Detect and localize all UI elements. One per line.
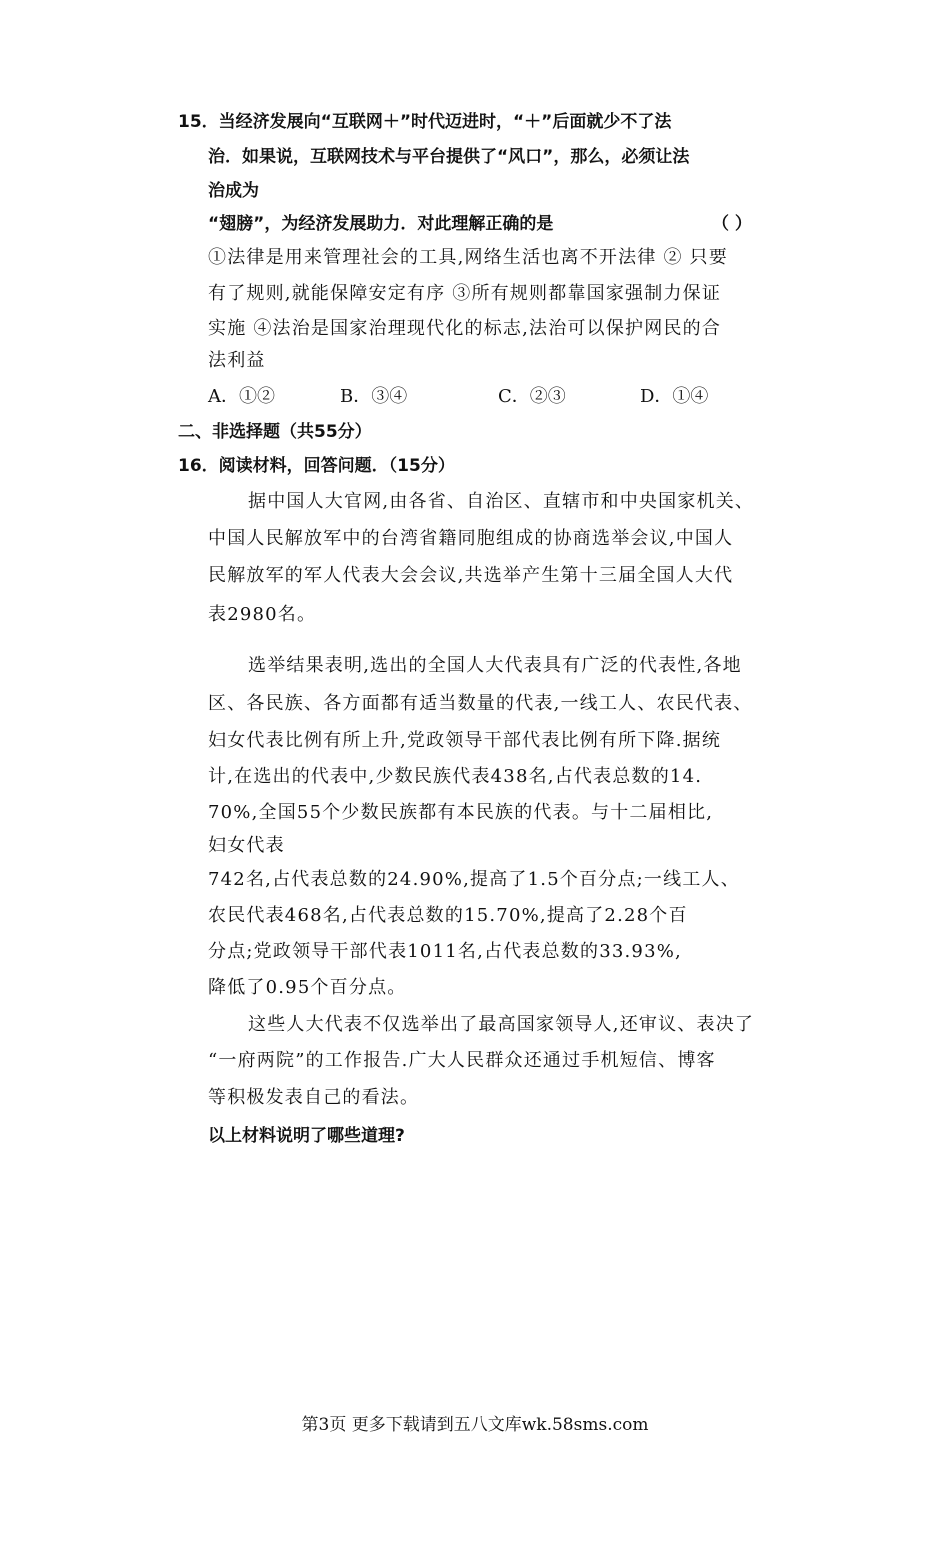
option-c: C．②③	[498, 386, 566, 407]
q16-para2-line-8: 农民代表468名,占代表总数的15.70%,提高了2.28个百	[208, 905, 688, 926]
answer-bracket: （ ）	[712, 214, 752, 234]
q16-para2-line-6: 妇女代表	[208, 835, 285, 856]
q16-para3-line-1: 这些人大代表不仅选举出了最高国家领导人,还审议、表决了	[248, 1014, 755, 1035]
q16-para1-line-4: 表2980名。	[208, 604, 317, 625]
q15-line-7: 实施 ④法治是国家治理现代化的标志,法治可以保护网民的合	[208, 318, 722, 339]
q16-title: 16．阅读材料，回答问题．（15分）	[178, 456, 455, 476]
q16-para1-line-3: 民解放军的军人代表大会会议,共选举产生第十三届全国人大代	[208, 565, 734, 586]
q15-line-2: 治．如果说，互联网技术与平台提供了“风口”，那么，必须让法	[208, 147, 690, 167]
q15-line-1: 15．当经济发展向“互联网＋”时代迈进时，“＋”后面就少不了法	[178, 112, 672, 132]
q16-para2-line-2: 区、各民族、各方面都有适当数量的代表,一线工人、农民代表、	[208, 693, 753, 714]
q16-para3-line-3: 等积极发表自己的看法。	[208, 1087, 420, 1108]
q15-line-8: 法利益	[208, 350, 266, 371]
q16-para2-line-1: 选举结果表明,选出的全国人大代表具有广泛的代表性,各地	[248, 655, 742, 676]
q16-para3-line-2: “一府两院”的工作报告.广大人民群众还通过手机短信、博客	[208, 1050, 716, 1071]
page-footer: 第3页 更多下载请到五八文库wk.58sms.com	[301, 1415, 649, 1435]
option-d: D．①④	[640, 386, 709, 407]
option-a: A．①②	[208, 386, 275, 407]
q15-line-3: 治成为	[208, 181, 259, 201]
q16-para2-line-5: 70%,全国55个少数民族都有本民族的代表。与十二届相比,	[208, 802, 714, 823]
q15-line-6: 有了规则,就能保障安定有序 ③所有规则都靠国家强制力保证	[208, 283, 722, 304]
q16-para2-line-10: 降低了0.95个百分点。	[208, 977, 407, 998]
q16-para2-line-7: 742名,占代表总数的24.90%,提高了1.5个百分点;一线工人、	[208, 869, 740, 890]
q16-para2-line-3: 妇女代表比例有所上升,党政领导干部代表比例有所下降.据统	[208, 730, 722, 751]
q16-question: 以上材料说明了哪些道理?	[208, 1126, 405, 1146]
q16-para2-line-4: 计,在选出的代表中,少数民族代表438名,占代表总数的14.	[208, 766, 703, 787]
option-b: B．③④	[340, 386, 408, 407]
q15-line-4: “翅膀”，为经济发展助力．对此理解正确的是	[208, 214, 554, 234]
q15-line-5: ①法律是用来管理社会的工具,网络生活也离不开法律 ② 只要	[208, 247, 728, 268]
q16-para1-line-2: 中国人民解放军中的台湾省籍同胞组成的协商选举会议,中国人	[208, 528, 734, 549]
section-title: 二、非选择题（共55分）	[178, 422, 372, 442]
q16-para2-line-9: 分点;党政领导干部代表1011名,占代表总数的33.93%,	[208, 941, 682, 962]
q16-para1-line-1: 据中国人大官网,由各省、自治区、直辖市和中央国家机关、	[248, 491, 755, 512]
